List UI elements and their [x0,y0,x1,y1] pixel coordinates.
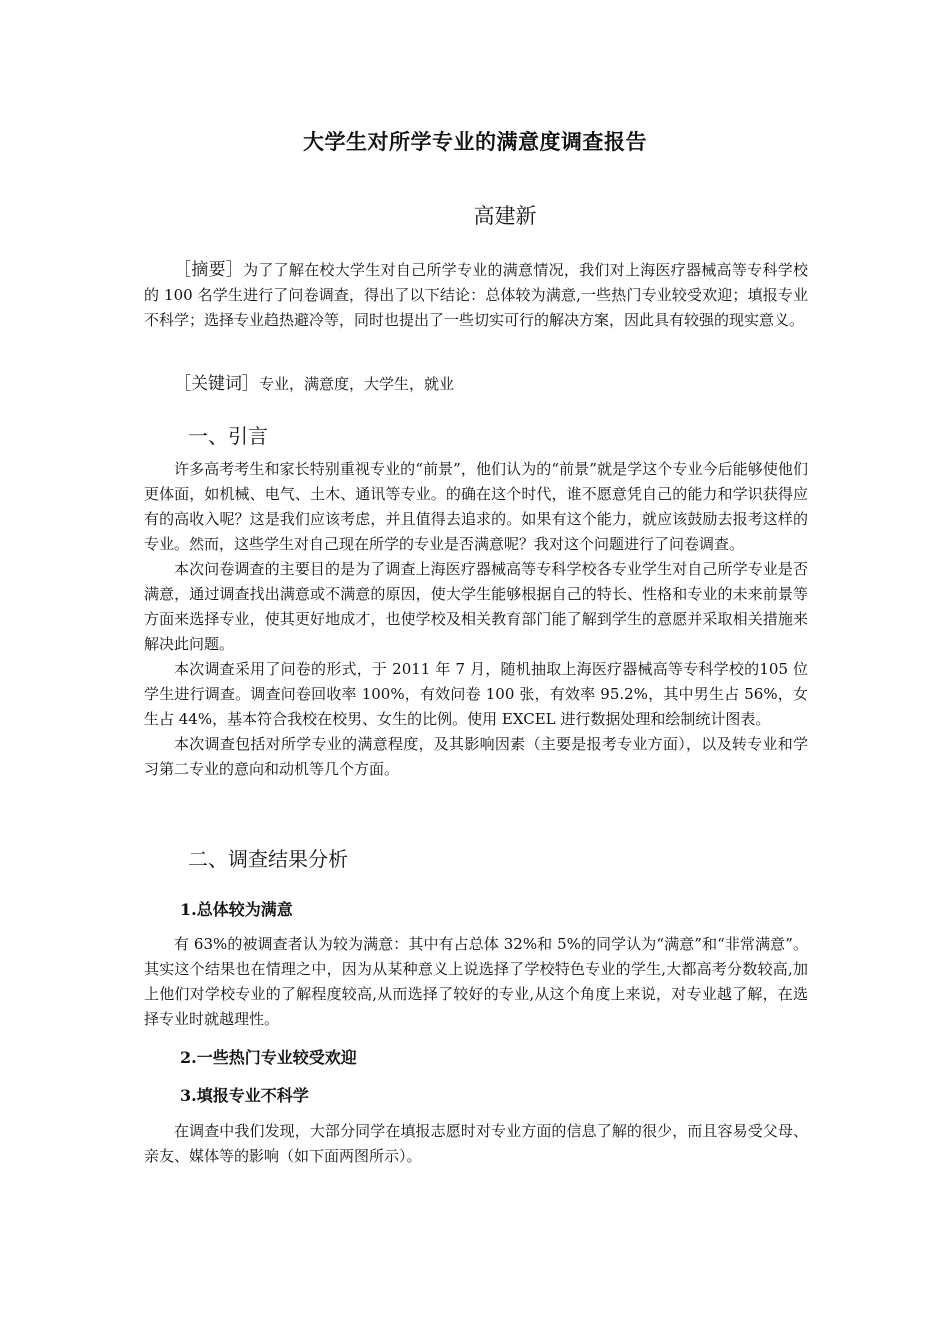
document-title: 大学生对所学专业的满意度调查报告 [303,130,647,154]
subsection-3-body [144,1119,808,1169]
paragraph: 许多高考考生和家长特别重视专业的“前景”，他们认为的“前景”就是学这个专业今后能够使他们更体面，如机械、电气、土木、通讯等专业。的确在这个时代，谁不愿意凭自己的能力和学识获得应有的高收入呢？这是我们应该考虑，并且值得去追求的。如果有这个能力，就应该鼓励去报考这样的专业。然而，这些学生对自己现在所学的专业是否满意呢？我对这个问题进行了问卷调查。 [144,460,808,553]
abstract-text: 为了了解在校大学生对自己所学专业的满意情况，我们对上海医疗器械高等专科学校的 100 名学生进行了问卷调查，得出了以下结论：总体较为满意,一些热门专业较受欢迎；填报专业不科学；选择专业趋热避冷等，同时也提出了一些切实可行的解决方案，因此具有较强的现实意义。 [144,261,808,329]
paragraph: 本次调查采用了问卷的形式，于 2011 年 7 月，随机抽取上海医疗器械高等专科学校的105 位学生进行调查。调查问卷回收率 100%，有效问卷 100 张，有效率 95.2%，其中男生占 56%，女生占 44%，基本符合我校在校男、女生的比例。使用 EXCEL 进行数据处理和绘制统计图表。 [144,660,808,728]
section-heading-results: 二、调查结果分析 [188,847,348,871]
keywords-section [144,372,808,397]
paragraph: 有 63%的被调查者认为较为满意：其中有占总体 32%和 5%的同学认为“满意”和“非常满意”。其实这个结果也在情理之中，因为从某种意义上说选择了学校特色专业的学生,大都高考分数较高,加上他们对学校专业的了解程度较高,从而选择了较好的专业,从这个角度上来说，对专业越了解，在选择专业时就越理性。 [144,935,808,1028]
paragraph: 在调查中我们发现，大部分同学在填报志愿时对专业方面的信息了解的很少，而且容易受父母、亲友、媒体等的影响（如下面两图所示）。 [144,1122,808,1165]
keywords-paragraph [144,372,808,397]
subsection-1-body [144,932,808,1032]
paragraph: 本次调查包括对所学专业的满意程度，及其影响因素（主要是报考专业方面），以及转专业和学习第二专业的意向和动机等几个方面。 [144,735,808,778]
paragraph: 本次问卷调查的主要目的是为了调查上海医疗器械高等专科学校各专业学生对自己所学专业是否满意，通过调查找出满意或不满意的原因，使大学生能够根据自己的特长、性格和专业的未来前景等方面来选择专业，使其更好地成才，也使学校及相关教育部门能了解到学生的意愿并采取相关措施来解决此问题。 [144,560,808,653]
abstract-paragraph [144,258,808,333]
abstract-section [144,258,808,333]
author-name: 高建新 [473,204,537,228]
subsection-heading-3: 3.填报专业不科学 [180,1086,309,1105]
introduction-body [144,457,808,782]
keywords-text: 专业，满意度，大学生，就业 [259,375,455,393]
subsection-heading-2: 2.一些热门专业较受欢迎 [180,1048,357,1067]
subsection-heading-1: 1.总体较为满意 [180,900,293,919]
abstract-label: ［摘要］ [174,260,244,280]
section-heading-introduction: 一、引言 [188,424,268,448]
keywords-label: ［关键词］ [174,374,259,394]
